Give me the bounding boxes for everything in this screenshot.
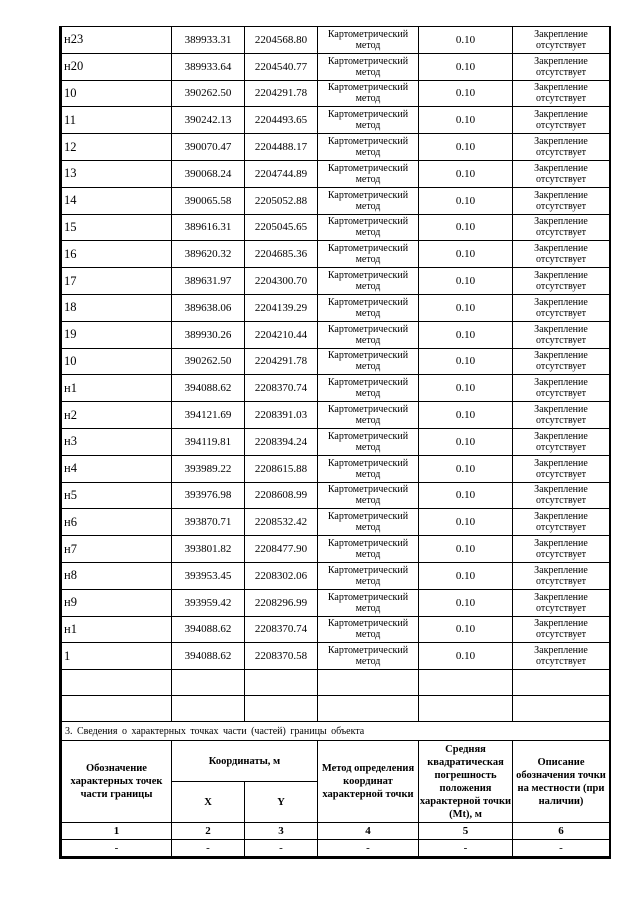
method-cell: Картометрический метод: [318, 294, 419, 321]
coord-y: 2208394.24: [245, 428, 318, 455]
empty-rows: [62, 670, 610, 722]
coord-y: 2208608.99: [245, 482, 318, 509]
method-cell: Картометрический метод: [318, 241, 419, 268]
fixing-cell: Закрепление отсутствует: [513, 536, 610, 563]
points-table-body: [62, 27, 610, 670]
coord-x: 390262.50: [172, 80, 245, 107]
accuracy-cell: 0.10: [419, 509, 513, 536]
coord-y: 2204540.77: [245, 53, 318, 80]
coord-x: 389638.06: [172, 294, 245, 321]
coord-y: 2208615.88: [245, 455, 318, 482]
point-name: 16: [62, 241, 172, 268]
dash-cell: -: [419, 840, 513, 857]
coord-x: 393870.71: [172, 509, 245, 536]
accuracy-cell: 0.10: [419, 616, 513, 643]
point-name: н9: [62, 589, 172, 616]
fixing-cell: Закрепление отсутствует: [513, 402, 610, 429]
accuracy-cell: 0.10: [419, 268, 513, 295]
coord-y: 2208477.90: [245, 536, 318, 563]
coord-x: 390070.47: [172, 134, 245, 161]
fixing-cell: Закрепление отсутствует: [513, 27, 610, 54]
method-cell: Картометрический метод: [318, 643, 419, 670]
method-cell: Картометрический метод: [318, 80, 419, 107]
header-y: Y: [245, 782, 318, 823]
fixing-cell: Закрепление отсутствует: [513, 107, 610, 134]
table-row: [62, 375, 610, 402]
point-name: н2: [62, 402, 172, 429]
table-row: [62, 134, 610, 161]
method-cell: Картометрический метод: [318, 214, 419, 241]
coord-y: 2208370.74: [245, 375, 318, 402]
point-name: н4: [62, 455, 172, 482]
coord-y: 2204685.36: [245, 241, 318, 268]
point-name: н1: [62, 375, 172, 402]
fixing-cell: Закрепление отсутствует: [513, 428, 610, 455]
accuracy-cell: 0.10: [419, 455, 513, 482]
point-name: н23: [62, 27, 172, 54]
section-3-title-row: [62, 722, 610, 741]
table-row: [62, 616, 610, 643]
coord-y: 2204210.44: [245, 321, 318, 348]
fixing-cell: Закрепление отсутствует: [513, 616, 610, 643]
method-cell: Картометрический метод: [318, 482, 419, 509]
point-name: н7: [62, 536, 172, 563]
coord-x: 389930.26: [172, 321, 245, 348]
coord-x: 389620.32: [172, 241, 245, 268]
accuracy-cell: 0.10: [419, 294, 513, 321]
coord-y: 2205045.65: [245, 214, 318, 241]
accuracy-cell: 0.10: [419, 134, 513, 161]
fixing-cell: Закрепление отсутствует: [513, 160, 610, 187]
header-designation: Обозначение характерных точек части границы: [62, 741, 172, 823]
fixing-cell: Закрепление отсутствует: [513, 294, 610, 321]
accuracy-cell: 0.10: [419, 402, 513, 429]
accuracy-cell: 0.10: [419, 160, 513, 187]
coord-y: 2204493.65: [245, 107, 318, 134]
fixing-cell: Закрепление отсутствует: [513, 482, 610, 509]
table-row: [62, 294, 610, 321]
method-cell: Картометрический метод: [318, 268, 419, 295]
point-name: 18: [62, 294, 172, 321]
coord-x: 393801.82: [172, 536, 245, 563]
dash-row: [62, 840, 610, 857]
fixing-cell: Закрепление отсутствует: [513, 241, 610, 268]
method-cell: Картометрический метод: [318, 27, 419, 54]
section-3-header-row: [62, 741, 610, 782]
dash-cell: -: [318, 840, 419, 857]
point-name: 10: [62, 348, 172, 375]
coord-y: 2204291.78: [245, 80, 318, 107]
column-number: 2: [172, 823, 245, 840]
point-name: н3: [62, 428, 172, 455]
fixing-cell: Закрепление отсутствует: [513, 643, 610, 670]
points-table: [61, 26, 610, 857]
table-row: [62, 268, 610, 295]
coord-y: 2208302.06: [245, 562, 318, 589]
boundary-points-sheet: [59, 26, 611, 859]
coord-x: 394088.62: [172, 616, 245, 643]
coord-x: 393953.45: [172, 562, 245, 589]
method-cell: Картометрический метод: [318, 402, 419, 429]
coord-x: 390242.13: [172, 107, 245, 134]
header-accuracy: Средняя квадратическая погрешность положения характерной точки (Mt), м: [419, 741, 513, 823]
section-3-title: 3. Сведения о характерных точках части (частей) границы объекта: [62, 722, 610, 741]
coord-x: 389933.31: [172, 27, 245, 54]
coord-x: 389616.31: [172, 214, 245, 241]
method-cell: Картометрический метод: [318, 160, 419, 187]
table-row: [62, 536, 610, 563]
method-cell: Картометрический метод: [318, 134, 419, 161]
fixing-cell: Закрепление отсутствует: [513, 187, 610, 214]
coord-x: 393976.98: [172, 482, 245, 509]
point-name: н1: [62, 616, 172, 643]
fixing-cell: Закрепление отсутствует: [513, 80, 610, 107]
header-method: Метод определения координат характерной точки: [318, 741, 419, 823]
method-cell: Картометрический метод: [318, 589, 419, 616]
accuracy-cell: 0.10: [419, 187, 513, 214]
column-number-row: [62, 823, 610, 840]
table-row: [62, 428, 610, 455]
accuracy-cell: 0.10: [419, 643, 513, 670]
dash-cell: -: [172, 840, 245, 857]
table-row: [62, 107, 610, 134]
fixing-cell: Закрепление отсутствует: [513, 134, 610, 161]
table-row: [62, 214, 610, 241]
fixing-cell: Закрепление отсутствует: [513, 268, 610, 295]
header-x: X: [172, 782, 245, 823]
accuracy-cell: 0.10: [419, 214, 513, 241]
fixing-cell: Закрепление отсутствует: [513, 562, 610, 589]
table-row: [62, 455, 610, 482]
fixing-cell: Закрепление отсутствует: [513, 375, 610, 402]
dash-cell: -: [513, 840, 610, 857]
method-cell: Картометрический метод: [318, 536, 419, 563]
coord-x: 394088.62: [172, 375, 245, 402]
column-number: 1: [62, 823, 172, 840]
fixing-cell: Закрепление отсутствует: [513, 214, 610, 241]
accuracy-cell: 0.10: [419, 107, 513, 134]
coord-x: 393959.42: [172, 589, 245, 616]
method-cell: Картометрический метод: [318, 562, 419, 589]
accuracy-cell: 0.10: [419, 241, 513, 268]
coord-x: 389631.97: [172, 268, 245, 295]
accuracy-cell: 0.10: [419, 348, 513, 375]
point-name: н8: [62, 562, 172, 589]
table-row: [62, 348, 610, 375]
point-name: 14: [62, 187, 172, 214]
column-number: 6: [513, 823, 610, 840]
column-number: 3: [245, 823, 318, 840]
coord-x: 394121.69: [172, 402, 245, 429]
coord-y: 2204488.17: [245, 134, 318, 161]
point-name: 17: [62, 268, 172, 295]
coord-y: 2204291.78: [245, 348, 318, 375]
point-name: 19: [62, 321, 172, 348]
point-name: 10: [62, 80, 172, 107]
header-description: Описание обозначения точки на местности (при наличии): [513, 741, 610, 823]
point-name: 15: [62, 214, 172, 241]
coord-y: 2208391.03: [245, 402, 318, 429]
fixing-cell: Закрепление отсутствует: [513, 321, 610, 348]
coord-y: 2205052.88: [245, 187, 318, 214]
point-name: 1: [62, 643, 172, 670]
fixing-cell: Закрепление отсутствует: [513, 509, 610, 536]
table-row: [62, 482, 610, 509]
coord-y: 2208532.42: [245, 509, 318, 536]
coord-x: 390262.50: [172, 348, 245, 375]
empty-row: [62, 670, 610, 696]
method-cell: Картометрический метод: [318, 187, 419, 214]
accuracy-cell: 0.10: [419, 536, 513, 563]
accuracy-cell: 0.10: [419, 428, 513, 455]
method-cell: Картометрический метод: [318, 321, 419, 348]
accuracy-cell: 0.10: [419, 482, 513, 509]
fixing-cell: Закрепление отсутствует: [513, 348, 610, 375]
section-3: [62, 722, 610, 857]
accuracy-cell: 0.10: [419, 375, 513, 402]
point-name: н5: [62, 482, 172, 509]
table-row: [62, 402, 610, 429]
coord-x: 394119.81: [172, 428, 245, 455]
accuracy-cell: 0.10: [419, 562, 513, 589]
point-name: 12: [62, 134, 172, 161]
method-cell: Картометрический метод: [318, 455, 419, 482]
fixing-cell: Закрепление отсутствует: [513, 53, 610, 80]
method-cell: Картометрический метод: [318, 428, 419, 455]
method-cell: Картометрический метод: [318, 53, 419, 80]
coord-x: 390065.58: [172, 187, 245, 214]
empty-row: [62, 696, 610, 722]
coord-y: 2204568.80: [245, 27, 318, 54]
accuracy-cell: 0.10: [419, 80, 513, 107]
method-cell: Картометрический метод: [318, 107, 419, 134]
table-row: [62, 160, 610, 187]
coord-y: 2204744.89: [245, 160, 318, 187]
coord-x: 393989.22: [172, 455, 245, 482]
coord-y: 2208370.58: [245, 643, 318, 670]
fixing-cell: Закрепление отсутствует: [513, 455, 610, 482]
method-cell: Картометрический метод: [318, 616, 419, 643]
coord-y: 2208296.99: [245, 589, 318, 616]
fixing-cell: Закрепление отсутствует: [513, 589, 610, 616]
point-name: 13: [62, 160, 172, 187]
table-row: [62, 562, 610, 589]
column-number: 4: [318, 823, 419, 840]
table-row: [62, 241, 610, 268]
table-row: [62, 27, 610, 54]
coord-x: 394088.62: [172, 643, 245, 670]
table-row: [62, 589, 610, 616]
coord-x: 390068.24: [172, 160, 245, 187]
coord-y: 2204300.70: [245, 268, 318, 295]
accuracy-cell: 0.10: [419, 321, 513, 348]
table-row: [62, 53, 610, 80]
coord-x: 389933.64: [172, 53, 245, 80]
table-row: [62, 509, 610, 536]
method-cell: Картометрический метод: [318, 348, 419, 375]
coord-y: 2208370.74: [245, 616, 318, 643]
table-row: [62, 643, 610, 670]
accuracy-cell: 0.10: [419, 589, 513, 616]
table-row: [62, 321, 610, 348]
dash-cell: -: [62, 840, 172, 857]
point-name: 11: [62, 107, 172, 134]
column-number: 5: [419, 823, 513, 840]
accuracy-cell: 0.10: [419, 27, 513, 54]
header-coordinates: Координаты, м: [172, 741, 318, 782]
dash-cell: -: [245, 840, 318, 857]
accuracy-cell: 0.10: [419, 53, 513, 80]
point-name: н6: [62, 509, 172, 536]
method-cell: Картометрический метод: [318, 375, 419, 402]
point-name: н20: [62, 53, 172, 80]
method-cell: Картометрический метод: [318, 509, 419, 536]
coord-y: 2204139.29: [245, 294, 318, 321]
table-row: [62, 187, 610, 214]
table-row: [62, 80, 610, 107]
